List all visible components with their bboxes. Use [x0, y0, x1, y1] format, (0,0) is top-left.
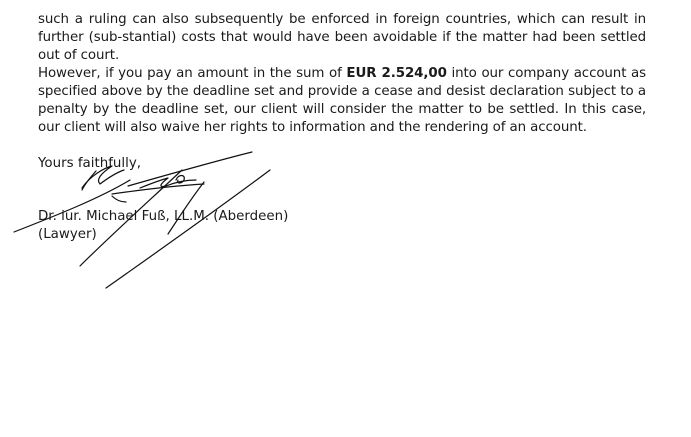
signatory-role: (Lawyer) [38, 227, 97, 242]
paragraph-payment-text-end: into our company account as specified above by the deadline set and provide a cease and desist declaration subject to a penalty by the deadline set, our client will consider the matter to be settled. In this case, our client will also waive her rights to information and the rendering of an account. [38, 66, 647, 135]
paragraph-ruling-text: such a ruling can also subsequently be enforced in foreign countries, which can result in further (sub-stantial) costs that would have been avoidable if the matter had been settled out of court. [38, 12, 646, 63]
paragraph-payment-text-start: However, if you pay an amount in the sum of [38, 66, 347, 81]
letter-closing: Yours faithfully, [38, 156, 142, 171]
payment-amount: EUR 2.524,00 [346, 66, 447, 81]
letter-paragraph-payment [38, 65, 646, 137]
letter-paragraph-ruling [38, 11, 646, 65]
signatory-name: Dr. iur. Michael Fuß, LL.M. (Aberdeen) [38, 209, 289, 224]
